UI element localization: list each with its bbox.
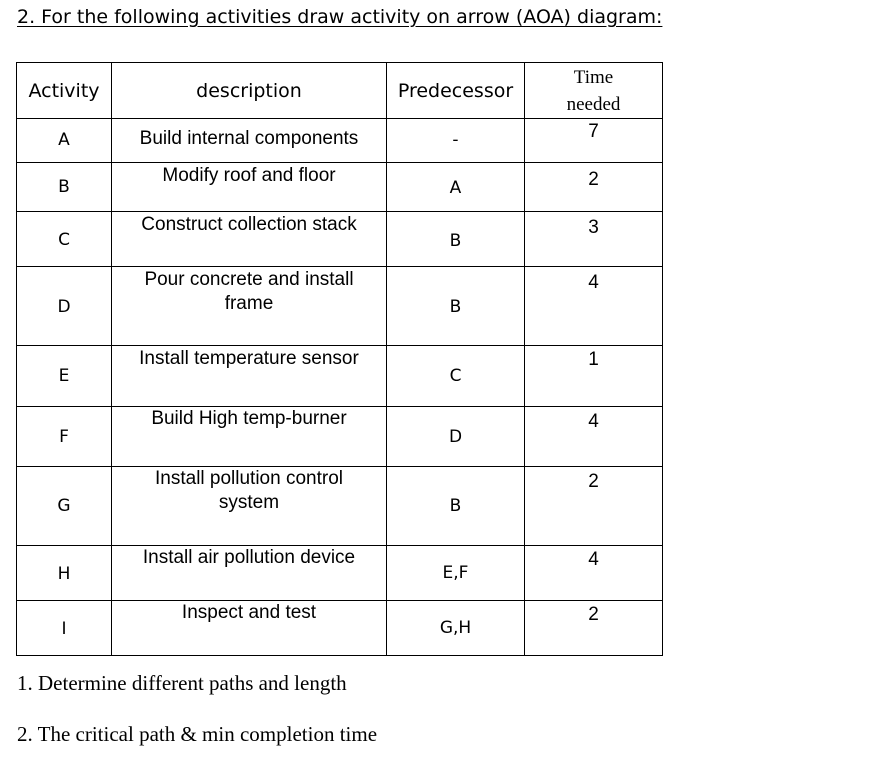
table-row bbox=[17, 346, 663, 407]
predecessor-value: C bbox=[449, 366, 462, 386]
header-description bbox=[112, 63, 387, 119]
activity-description bbox=[112, 347, 386, 371]
activity-letter: A bbox=[58, 130, 70, 150]
predecessor-value: - bbox=[452, 130, 459, 150]
description-line: Install pollution control bbox=[155, 468, 343, 489]
table-row bbox=[17, 163, 663, 212]
description-line: Pour concrete and install bbox=[144, 269, 354, 290]
header-activity bbox=[17, 63, 112, 119]
predecessor-value: G,H bbox=[439, 618, 472, 638]
time-needed-value: 7 bbox=[588, 121, 599, 142]
activity-table bbox=[16, 62, 663, 656]
activity-letter: E bbox=[58, 366, 70, 386]
time-needed-value: 2 bbox=[588, 471, 599, 492]
activity-letter: D bbox=[57, 297, 71, 317]
activity-description bbox=[112, 127, 386, 151]
description-line: Install temperature sensor bbox=[139, 348, 359, 369]
table-row bbox=[17, 407, 663, 467]
table-row bbox=[17, 601, 663, 656]
description-line: system bbox=[218, 492, 280, 513]
header-time-line1: Time bbox=[573, 66, 614, 88]
activity-letter: F bbox=[59, 427, 69, 447]
header-description-label: description bbox=[196, 79, 302, 102]
description-line: Install air pollution device bbox=[142, 547, 356, 568]
question-critical-path: 2. The critical path & min completion time bbox=[17, 722, 378, 746]
header-predecessor bbox=[387, 63, 525, 119]
activity-letter: H bbox=[57, 564, 71, 584]
table-header-row bbox=[17, 63, 663, 119]
time-needed-value: 3 bbox=[588, 217, 599, 238]
table-row bbox=[17, 467, 663, 546]
question-paths: 1. Determine different paths and length bbox=[17, 671, 347, 695]
time-needed-value: 4 bbox=[588, 272, 599, 293]
description-line: Construct collection stack bbox=[141, 214, 357, 235]
header-time-line2: needed bbox=[566, 93, 621, 115]
activity-description bbox=[112, 601, 386, 625]
predecessor-value: A bbox=[449, 178, 462, 198]
predecessor-value: B bbox=[449, 231, 462, 251]
time-needed-value: 4 bbox=[588, 411, 599, 432]
activity-letter: I bbox=[61, 619, 67, 639]
description-line: Inspect and test bbox=[181, 602, 317, 623]
predecessor-value: B bbox=[449, 496, 462, 516]
activity-description bbox=[112, 407, 386, 431]
predecessor-value: B bbox=[449, 297, 462, 317]
activity-description bbox=[112, 546, 386, 570]
table-row bbox=[17, 119, 663, 163]
activity-letter: G bbox=[57, 496, 71, 516]
activity-letter: B bbox=[58, 177, 70, 197]
predecessor-value: E,F bbox=[442, 563, 469, 583]
description-line: Modify roof and floor bbox=[162, 165, 336, 186]
activity-description bbox=[112, 467, 386, 515]
predecessor-value: D bbox=[448, 427, 463, 447]
description-line: Build High temp-burner bbox=[151, 408, 347, 429]
description-line: Build internal components bbox=[139, 128, 359, 149]
activity-letter: C bbox=[58, 230, 70, 250]
page-heading: 2. For the following activities draw activity on arrow (AOA) diagram: bbox=[17, 6, 663, 28]
table-row bbox=[17, 267, 663, 346]
table-row bbox=[17, 546, 663, 601]
header-time-label bbox=[525, 64, 662, 118]
header-time-needed bbox=[525, 63, 663, 119]
activity-description bbox=[112, 213, 386, 237]
description-line: frame bbox=[224, 293, 274, 314]
activity-description bbox=[112, 268, 386, 316]
activity-description bbox=[112, 164, 386, 188]
header-activity-label: Activity bbox=[28, 79, 100, 102]
time-needed-value: 2 bbox=[588, 169, 599, 190]
time-needed-value: 2 bbox=[588, 604, 599, 625]
time-needed-value: 4 bbox=[588, 549, 599, 570]
header-predecessor-label: Predecessor bbox=[397, 79, 514, 102]
table-row bbox=[17, 212, 663, 267]
time-needed-value: 1 bbox=[588, 349, 599, 370]
